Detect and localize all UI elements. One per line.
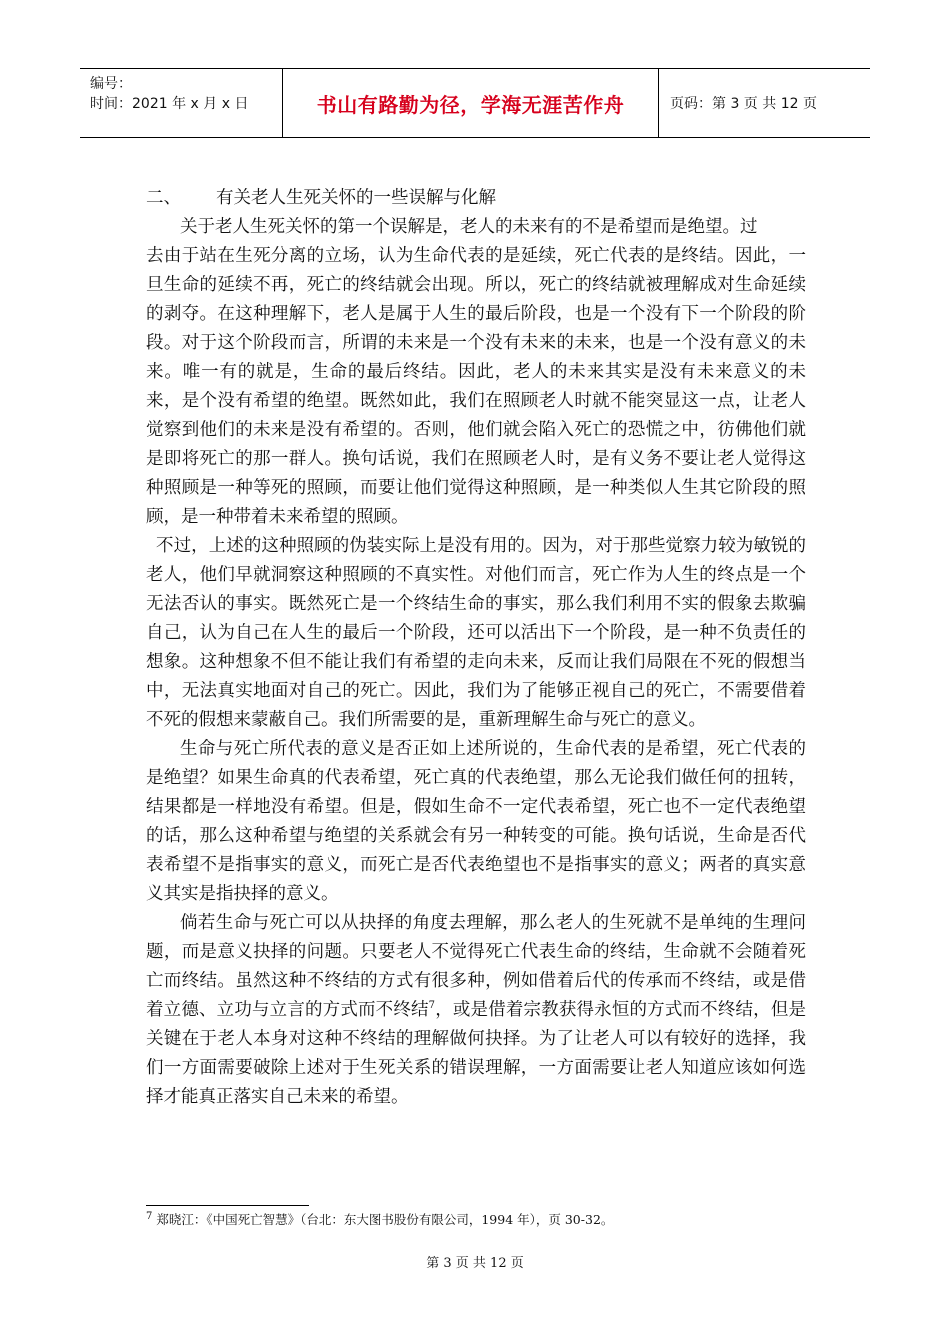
header-page-info: 页码：第 3 页 共 12 页 [670, 96, 817, 112]
section-heading [146, 184, 806, 213]
header-divider [658, 69, 659, 137]
paragraph: 去由于站在生死分离的立场，认为生命代表的是延续，死亡代表的是终结。因此，一旦生命的延续不再，死亡的终结就会出现。所以，死亡的终结就被理解成对生命延续的剥夺。在这种理解下，老人是属于人生的最后阶段，也是一个没有下一个阶段的阶段。对于这个阶段而言，所谓的未来是一个没有未来的未来，也是一个没有意义的未来。唯一有的就是，生命的最后终结。因此，老人的未来其实是没有未来意义的未来，是个没有希望的绝望。既然如此，我们在照顾老人时就不能突显这一点，让老人觉察到他们的未来是没有希望的。否则，他们就会陷入死亡的恐慌之中，彷佛他们就是即将死亡的那一群人。换句话说，我们在照顾老人时，是有义务不要让老人觉得这种照顾是一种等死的照顾，而要让他们觉得这种照顾，是一种类似人生其它阶段的照顾，是一种带着未来希望的照顾。 [146, 246, 806, 527]
footnote-mark: 7 [146, 1210, 153, 1222]
paragraph-text: ，或是借着宗教获得永恒的方式而不终结，但是关键在于老人本身对这种不终结的理解做何抉择。为了让老人可以有较好的选择，我们一方面需要破除上述对于生死关系的错误理解，一方面需要让老人知道应该如何选择才能真正落实自己未来的希望。 [146, 1000, 807, 1107]
paragraph-text: 倘若生命与死亡可以从抉择的角度去理解，那么老人的生死就不是单纯的生理问题，而是意义抉择的问题。只要老人不觉得死亡代表生命的终结，生命就不会随着死亡而终结。虽然这种不终结的方式有很多种，例如借着后代的传承而不终结，或是借着立德、立功与立言的方式而不终结 [146, 913, 806, 1020]
time-label: 时间：2021 年 x 月 x 日 [90, 96, 249, 112]
section-number: 二、 [146, 188, 181, 208]
header-motto: 书山有路勤为径，学海无涯苦作舟 [316, 92, 625, 117]
page-number: 第 3 页 共 12 页 [426, 1256, 524, 1271]
document-body [146, 184, 806, 1112]
paragraph: 生命与死亡所代表的意义是否正如上述所说的，生命代表的是希望，死亡代表的是绝望？如果生命真的代表希望，死亡真的代表绝望，那么无论我们做任何的扭转，结果都是一样地没有希望。但是，假如生命不一定代表希望，死亡也不一定代表绝望的话，那么这种希望与绝望的关系就会有另一种转变的可能。换句话说，生命是否代表希望不是指事实的意义，而死亡是否代表绝望也不是指事实的意义；两者的真实意义其实是指抉择的意义。 [146, 739, 806, 904]
header-meta-cell [80, 69, 282, 137]
paragraph [146, 909, 806, 1112]
section-title: 有关老人生死关怀的一些误解与化解 [216, 188, 496, 208]
number-label: 编号： [90, 76, 132, 92]
document-header [80, 68, 870, 138]
footnote-reference[interactable]: 7 [428, 1000, 436, 1012]
paragraph: 关于老人生死关怀的第一个误解是，老人的未来有的不是希望而是绝望。过 [180, 217, 758, 237]
footnote [146, 1210, 613, 1228]
paragraph: 不过，上述的这种照顾的伪装实际上是没有用的。因为，对于那些觉察力较为敏锐的老人，他们早就洞察这种照顾的不真实性。对他们而言，死亡作为人生的终点是一个无法否认的事实。既然死亡是一个终结生命的事实，那么我们利用不实的假象去欺骗自己，认为自己在人生的最后一个阶段，还可以活出下一个阶段，是一种不负责任的想象。这种想象不但不能让我们有希望的走向未来，反而让我们局限在不死的假想当中，无法真实地面对自己的死亡。因此，我们为了能够正视自己的死亡，不需要借着不死的假想来蒙蔽自己。我们所需要的是，重新理解生命与死亡的意义。 [146, 536, 806, 730]
footnote-separator [146, 1205, 309, 1206]
footnote-text: 郑晓江：《中国死亡智慧》（台北：东大图书股份有限公司，1994 年），页 30-32。 [152, 1212, 614, 1227]
